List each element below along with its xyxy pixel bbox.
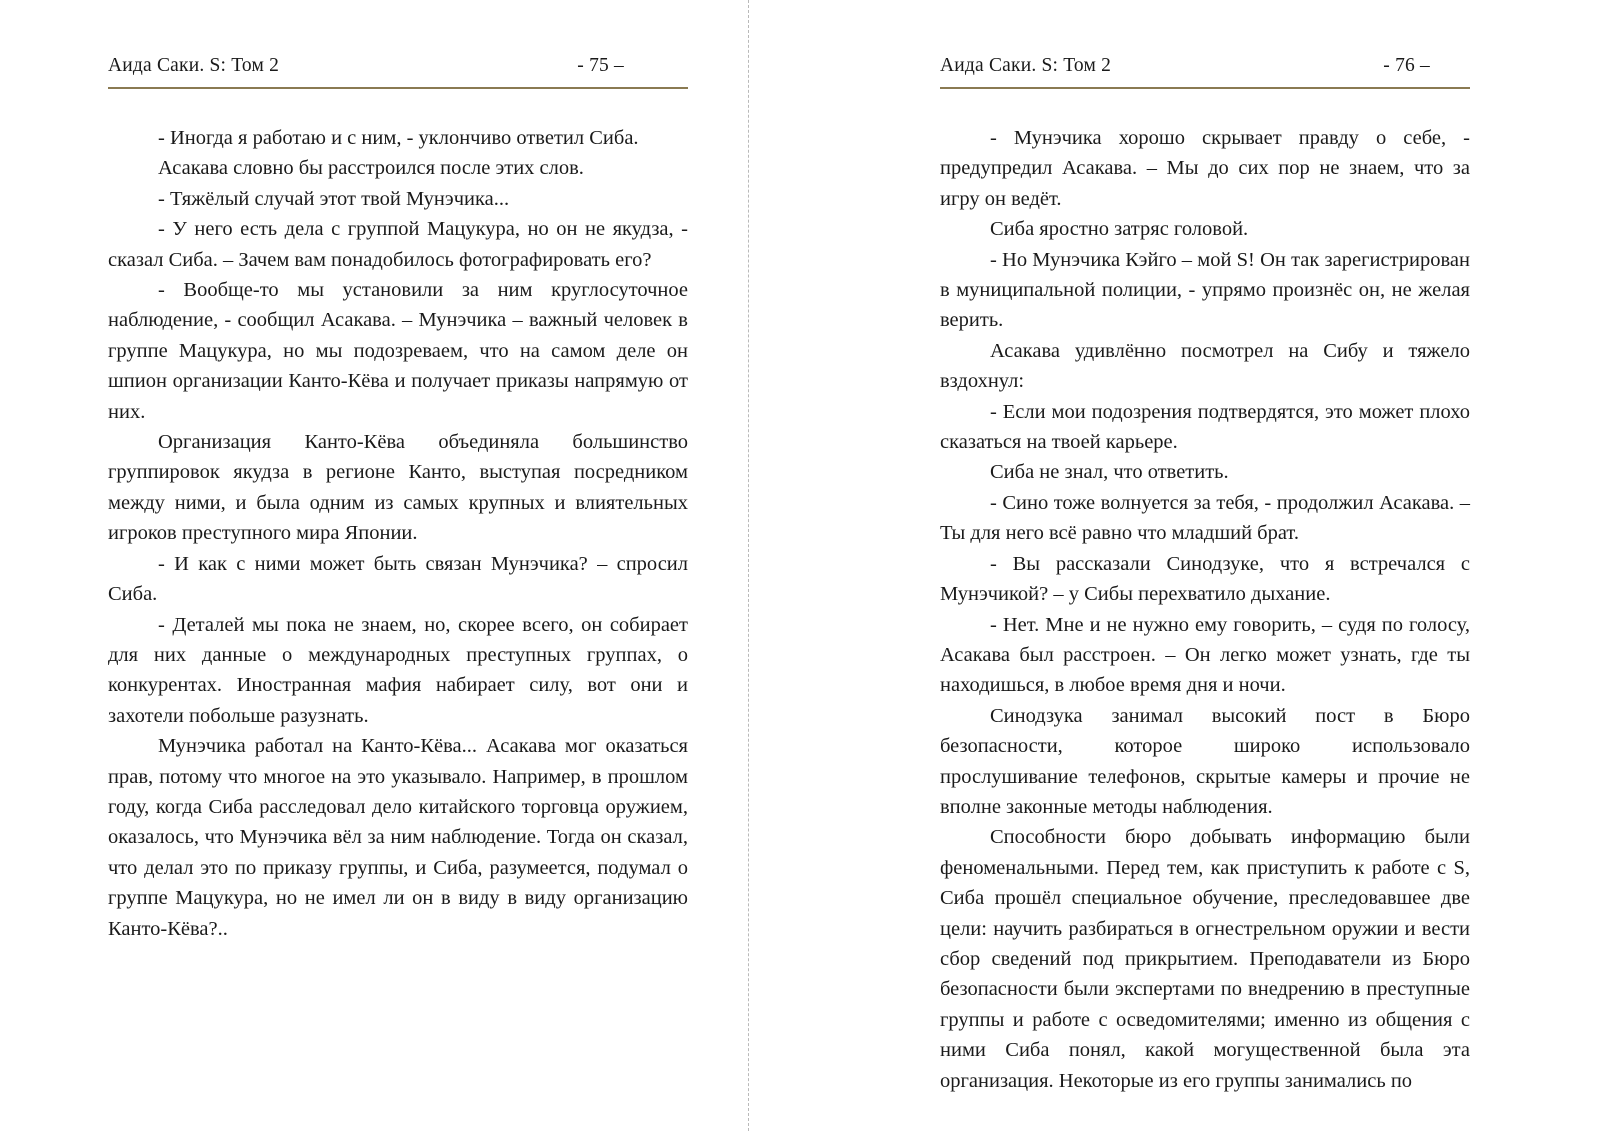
paragraph: Асакава удивлённо посмотрел на Сибу и тяжело вздохнул: xyxy=(940,339,1470,393)
paragraph: Организация Канто-Кёва объединяла большинство группировок якудза в регионе Канто, выступая посредником между ними, и была одним из самых крупных и влиятельных игроков преступного мира Японии. xyxy=(108,431,688,545)
running-head-left xyxy=(108,55,688,87)
paragraph: - Деталей мы пока не знаем, но, скорее всего, он собирает для них данные о международных преступных группах, о конкурентах. Иностранная мафия набирает силу, вот они и захотели побольше разузнать. xyxy=(108,613,688,727)
paragraph: Сиба не знал, что ответить. xyxy=(990,461,1229,484)
page-right-content xyxy=(800,55,1600,1096)
header-rule-left xyxy=(108,87,688,89)
running-head-right xyxy=(940,55,1470,87)
paragraph: Синодзука занимал высокий пост в Бюро безопасности, которое широко использовало прослушивание телефонов, скрытые камеры и прочие не вполне законные методы наблюдения. xyxy=(940,704,1470,818)
paragraph: - И как с ними может быть связан Мунэчика? – спросил Сиба. xyxy=(108,552,688,606)
paragraph: Мунэчика работал на Канто-Кёва... Асакава мог оказаться прав, потому что многое на это указывало. Например, в прошлом году, когда Сиба расследовал дело китайского торговца оружием, оказалось, что Мунэчика вёл за ним наблюдение. Тогда он сказал, что делал это по приказу группы, и Сиба, разумеется, подумал о группе Мацукура, но не имел ли он в виду в виду организацию Канто-Кёва?.. xyxy=(108,735,688,940)
page-right xyxy=(800,0,1600,1131)
page-left-content xyxy=(0,55,800,944)
page-number-right: - 76 – xyxy=(1383,55,1430,76)
paragraph: - Сино тоже волнуется за тебя, - продолжил Асакава. – Ты для него всё равно что младший брат. xyxy=(940,491,1470,545)
paragraph: Способности бюро добывать информацию были феноменальными. Перед тем, как приступить к работе с S, Сиба прошёл специальное обучение, преследовавшее две цели: научить разбираться в огнестрельном оружии и вести сбор сведений под прикрытием. Преподаватели из Бюро безопасности были экспертами по внедрению в преступные группы и работе с осведомителями; именно из общения с ними Сиба понял, какой могущественной была эта организация. Некоторые из его группы занимались по xyxy=(940,826,1470,1092)
paragraph: - У него есть дела с группой Мацукура, но он не якудза, - сказал Сиба. – Зачем вам понадобилось фотографировать его? xyxy=(108,218,688,271)
header-rule-right xyxy=(940,87,1470,89)
paragraph: Сиба яростно затряс головой. xyxy=(990,218,1249,241)
paragraph: - Если мои подозрения подтвердятся, это может плохо сказаться на твоей карьере. xyxy=(940,400,1470,454)
book-title-right: Аида Саки. S: Том 2 xyxy=(940,55,1112,76)
paragraph: - Тяжёлый случай этот твой Мунэчика... xyxy=(158,187,510,210)
paragraph: - Но Мунэчика Кэйго – мой S! Он так зарегистрирован в муниципальной полиции, - упрямо произнёс он, не желая верить. xyxy=(940,248,1470,332)
paragraph: - Мунэчика хорошо скрывает правду о себе, - предупредил Асакава. – Мы до сих пор не знаем, что за игру он ведёт. xyxy=(940,127,1470,210)
book-title-left: Аида Саки. S: Том 2 xyxy=(108,55,280,76)
paragraph: - Вы рассказали Синодзуке, что я встречался с Мунэчикой? – у Сибы перехватило дыхание. xyxy=(940,552,1470,606)
paragraph: - Нет. Мне и не нужно ему говорить, – судя по голосу, Асакава был расстроен. – Он легко может узнать, где ты находишься, в любое время дня и ночи. xyxy=(940,613,1470,697)
paragraph: - Иногда я работаю и с ним, - уклончиво ответил Сиба. xyxy=(158,127,639,149)
page-number-left: - 75 – xyxy=(577,55,624,76)
paragraph: Асакава словно бы расстроился после этих слов. xyxy=(158,157,584,180)
paragraph: - Вообще-то мы установили за ним круглосуточное наблюдение, - сообщил Асакава. – Мунэчика – важный человек в группе Мацукура, но мы подозреваем, что на самом деле он шпион организации Канто-Кёва и получает приказы напрямую от них. xyxy=(108,279,688,423)
